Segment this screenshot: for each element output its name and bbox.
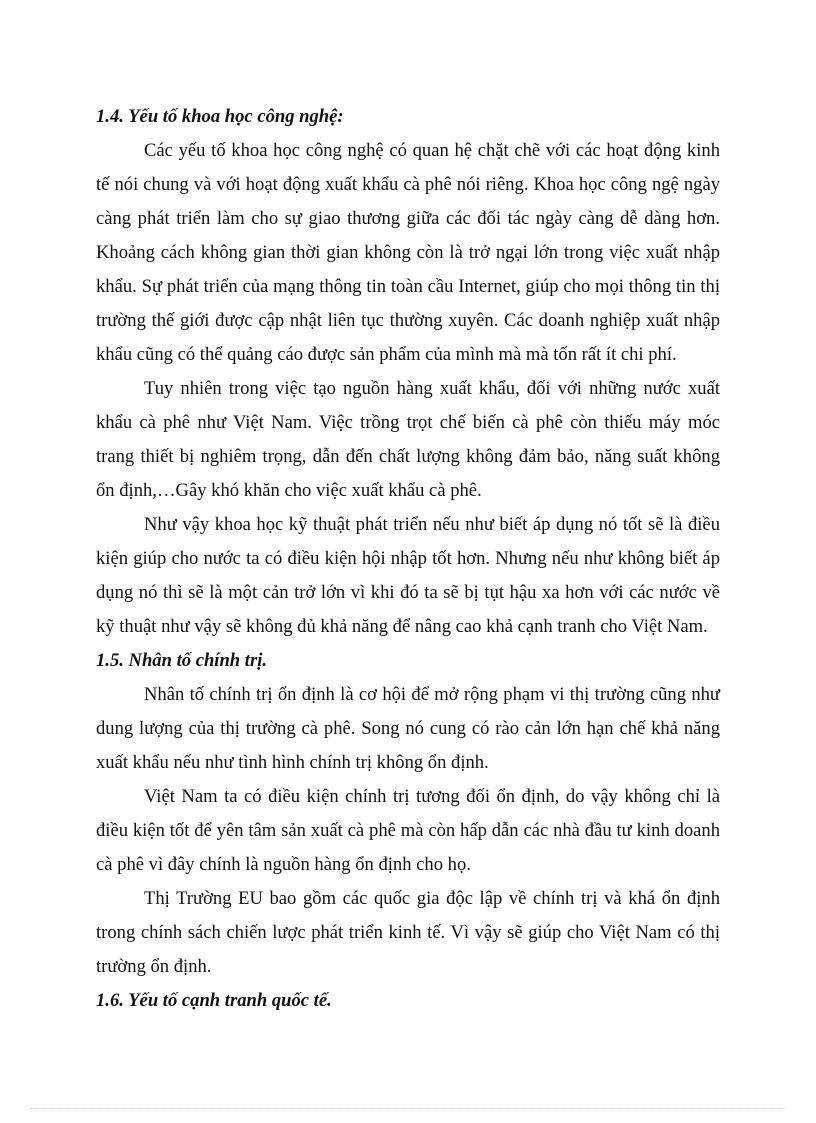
section-heading-1-5: 1.5. Nhân tố chính trị. [96, 650, 268, 671]
paragraph: Thị Trường EU bao gồm các quốc gia độc lập về chính trị và khá ổn định trong chính sách chiến lược phát triển kinh tế. Vì vậy sẽ giúp cho Việt Nam có thị trường ổn định. [96, 888, 720, 977]
document-body [96, 100, 720, 1018]
section-heading-1-4: 1.4. Yếu tố khoa học công nghệ: [96, 106, 344, 127]
paragraph: Các yếu tố khoa học công nghệ có quan hệ chặt chẽ với các hoạt động kinh tế nói chung và với hoạt động xuất khẩu cà phê nói riêng. Khoa học công ngệ ngày càng phát triển làm cho sự giao thương giữa các đối tác ngày càng dễ dàng hơn. Khoảng cách không gian thời gian không còn là trở ngại lớn trong việc xuất nhập khẩu. Sự phát triển của mạng thông tin toàn cầu Internet, giúp cho mọi thông tin thị trường thế giới được cập nhật liên tục thường xuyên. Các doanh nghiệp xuất nhập khẩu cũng có thể quảng cáo được sản phẩm của mình mà mà tốn rất ít chi phí. [96, 140, 720, 365]
paragraph: Tuy nhiên trong việc tạo nguồn hàng xuất khẩu, đối với những nước xuất khẩu cà phê như Việt Nam. Việc trồng trọt chế biến cà phê còn thiếu máy móc trang thiết bị nghiêm trọng, dẫn đến chất lượng không đảm bảo, năng suất không ổn định,…Gây khó khăn cho việc xuất khẩu cà phê. [96, 378, 720, 501]
section-heading-1-6: 1.6. Yếu tố cạnh tranh quốc tế. [96, 990, 332, 1011]
paragraph: Việt Nam ta có điều kiện chính trị tương đối ổn định, do vậy không chỉ là điều kiện tốt để yên tâm sản xuất cà phê mà còn hấp dẫn các nhà đầu tư kinh doanh cà phê vì đây chính là nguồn hàng ổn định cho họ. [96, 786, 720, 875]
page-bottom-divider [30, 1108, 786, 1109]
paragraph: Như vậy khoa học kỹ thuật phát triển nếu như biết áp dụng nó tốt sẽ là điều kiện giúp cho nước ta có điều kiện hội nhập tốt hơn. Nhưng nếu như không biết áp dụng nó thì sẽ là một cản trở lớn vì khi đó ta sẽ bị tụt hậu xa hơn với các nước về kỹ thuật như vậy sẽ không đủ khả năng để nâng cao khả cạnh tranh cho Việt Nam. [96, 514, 720, 637]
paragraph: Nhân tố chính trị ổn định là cơ hội để mở rộng phạm vi thị trường cũng như dung lượng của thị trường cà phê. Song nó cung có rào cản lớn hạn chế khả năng xuất khẩu nếu như tình hình chính trị không ổn định. [96, 684, 720, 773]
